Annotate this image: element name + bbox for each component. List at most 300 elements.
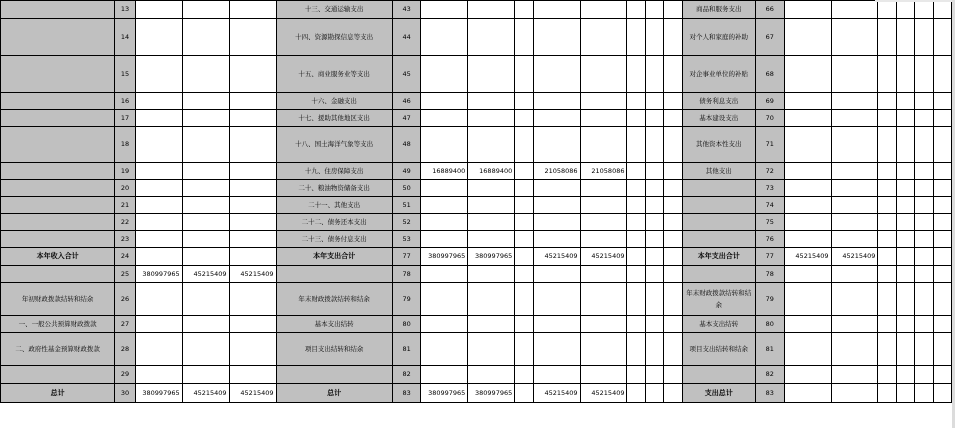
blank-cell[interactable]	[933, 56, 951, 93]
income-amount-cell[interactable]	[182, 366, 229, 384]
income-amount-cell[interactable]	[135, 93, 182, 110]
expenditure-line-no-cell[interactable]: 77	[392, 248, 421, 266]
blank-cell[interactable]	[878, 197, 896, 214]
income-amount-cell[interactable]	[229, 214, 276, 231]
economic-class-cell[interactable]	[682, 197, 755, 214]
blank-cell[interactable]	[896, 163, 914, 180]
economic-amount-cell[interactable]	[831, 163, 878, 180]
blank-cell[interactable]	[933, 127, 951, 163]
blank-cell[interactable]	[627, 127, 645, 163]
income-item-cell[interactable]: 本年收入合计	[1, 248, 115, 266]
blank-cell[interactable]	[915, 316, 933, 333]
income-amount-cell[interactable]	[135, 19, 182, 56]
income-line-no-cell[interactable]: 25	[115, 266, 135, 283]
economic-amount-cell[interactable]	[831, 231, 878, 248]
economic-line-no-cell[interactable]: 68	[756, 56, 785, 93]
economic-class-cell[interactable]: 项目支出结转和结余	[682, 333, 755, 366]
expenditure-amount-cell[interactable]	[515, 248, 533, 266]
expenditure-amount-cell[interactable]	[533, 197, 580, 214]
blank-cell[interactable]	[896, 93, 914, 110]
expenditure-function-cell[interactable]: 十七、援助其他地区支出	[276, 110, 392, 127]
blank-cell[interactable]	[896, 384, 914, 403]
expenditure-line-no-cell[interactable]: 52	[392, 214, 421, 231]
expenditure-amount-cell[interactable]	[533, 333, 580, 366]
economic-class-cell[interactable]: 其他支出	[682, 163, 755, 180]
income-amount-cell[interactable]	[229, 180, 276, 197]
blank-cell[interactable]	[627, 19, 645, 56]
economic-amount-cell[interactable]	[784, 197, 831, 214]
expenditure-amount-cell[interactable]	[533, 266, 580, 283]
blank-cell[interactable]	[915, 127, 933, 163]
income-amount-cell[interactable]: 380997965	[135, 266, 182, 283]
blank-cell[interactable]	[645, 333, 663, 366]
expenditure-line-no-cell[interactable]: 53	[392, 231, 421, 248]
blank-cell[interactable]	[933, 248, 951, 266]
expenditure-amount-cell[interactable]: 380997965	[421, 384, 468, 403]
expenditure-amount-cell[interactable]	[533, 283, 580, 316]
economic-amount-cell[interactable]	[784, 163, 831, 180]
income-amount-cell[interactable]	[182, 110, 229, 127]
expenditure-line-no-cell[interactable]: 47	[392, 110, 421, 127]
income-amount-cell[interactable]	[135, 214, 182, 231]
expenditure-amount-cell[interactable]: 45215409	[580, 384, 627, 403]
economic-amount-cell[interactable]	[784, 266, 831, 283]
blank-cell[interactable]	[627, 266, 645, 283]
income-amount-cell[interactable]	[229, 56, 276, 93]
blank-cell[interactable]	[915, 56, 933, 93]
economic-line-no-cell[interactable]: 81	[756, 333, 785, 366]
blank-cell[interactable]	[878, 366, 896, 384]
expenditure-amount-cell[interactable]	[468, 333, 515, 366]
expenditure-amount-cell[interactable]: 45215409	[533, 248, 580, 266]
expenditure-amount-cell[interactable]	[533, 214, 580, 231]
income-line-no-cell[interactable]: 14	[115, 19, 135, 56]
expenditure-amount-cell[interactable]	[421, 197, 468, 214]
income-amount-cell[interactable]	[229, 163, 276, 180]
expenditure-amount-cell[interactable]	[533, 127, 580, 163]
blank-cell[interactable]	[645, 248, 663, 266]
expenditure-amount-cell[interactable]	[468, 231, 515, 248]
economic-line-no-cell[interactable]: 75	[756, 214, 785, 231]
expenditure-amount-cell[interactable]	[468, 366, 515, 384]
expenditure-function-cell[interactable]: 总计	[276, 384, 392, 403]
income-amount-cell[interactable]	[182, 56, 229, 93]
expenditure-amount-cell[interactable]	[515, 231, 533, 248]
blank-cell[interactable]	[933, 231, 951, 248]
expenditure-amount-cell[interactable]	[580, 56, 627, 93]
blank-cell[interactable]	[878, 19, 896, 56]
blank-cell[interactable]	[933, 266, 951, 283]
blank-cell[interactable]	[915, 333, 933, 366]
expenditure-amount-cell[interactable]	[580, 197, 627, 214]
blank-cell[interactable]	[645, 316, 663, 333]
expenditure-line-no-cell[interactable]: 48	[392, 127, 421, 163]
blank-cell[interactable]	[933, 180, 951, 197]
blank-cell[interactable]	[664, 163, 682, 180]
income-item-cell[interactable]	[1, 366, 115, 384]
economic-class-cell[interactable]: 其他资本性支出	[682, 127, 755, 163]
blank-cell[interactable]	[896, 110, 914, 127]
economic-line-no-cell[interactable]: 67	[756, 19, 785, 56]
blank-cell[interactable]	[915, 110, 933, 127]
expenditure-amount-cell[interactable]	[533, 19, 580, 56]
income-item-cell[interactable]	[1, 197, 115, 214]
economic-amount-cell[interactable]	[784, 283, 831, 316]
economic-amount-cell[interactable]	[831, 110, 878, 127]
expenditure-amount-cell[interactable]	[533, 316, 580, 333]
blank-cell[interactable]	[933, 163, 951, 180]
income-item-cell[interactable]	[1, 93, 115, 110]
expenditure-amount-cell[interactable]	[421, 180, 468, 197]
blank-cell[interactable]	[645, 93, 663, 110]
expenditure-function-cell[interactable]: 本年支出合计	[276, 248, 392, 266]
expenditure-line-no-cell[interactable]: 81	[392, 333, 421, 366]
income-amount-cell[interactable]	[182, 231, 229, 248]
economic-amount-cell[interactable]	[784, 1, 831, 19]
expenditure-amount-cell[interactable]	[468, 127, 515, 163]
blank-cell[interactable]	[933, 283, 951, 316]
expenditure-function-cell[interactable]: 十五、商业服务业等支出	[276, 56, 392, 93]
economic-class-cell[interactable]: 对个人和家庭的补助	[682, 19, 755, 56]
expenditure-amount-cell[interactable]	[580, 283, 627, 316]
blank-cell[interactable]	[896, 180, 914, 197]
expenditure-line-no-cell[interactable]: 50	[392, 180, 421, 197]
income-amount-cell[interactable]	[182, 333, 229, 366]
income-line-no-cell[interactable]: 22	[115, 214, 135, 231]
income-line-no-cell[interactable]: 15	[115, 56, 135, 93]
economic-amount-cell[interactable]	[831, 56, 878, 93]
blank-cell[interactable]	[664, 19, 682, 56]
economic-amount-cell[interactable]	[784, 56, 831, 93]
income-amount-cell[interactable]	[229, 1, 276, 19]
blank-cell[interactable]	[645, 56, 663, 93]
expenditure-amount-cell[interactable]	[468, 180, 515, 197]
blank-cell[interactable]	[933, 333, 951, 366]
blank-cell[interactable]	[664, 93, 682, 110]
expenditure-amount-cell[interactable]	[580, 110, 627, 127]
income-amount-cell[interactable]	[135, 366, 182, 384]
expenditure-amount-cell[interactable]	[421, 110, 468, 127]
income-amount-cell[interactable]: 45215409	[182, 266, 229, 283]
expenditure-line-no-cell[interactable]: 78	[392, 266, 421, 283]
income-amount-cell[interactable]	[182, 248, 229, 266]
blank-cell[interactable]	[664, 384, 682, 403]
expenditure-amount-cell[interactable]: 380997965	[468, 248, 515, 266]
income-amount-cell[interactable]	[135, 127, 182, 163]
income-item-cell[interactable]: 二、政府性基金预算财政拨款	[1, 333, 115, 366]
expenditure-function-cell[interactable]: 二十二、债务还本支出	[276, 214, 392, 231]
economic-line-no-cell[interactable]: 69	[756, 93, 785, 110]
income-amount-cell[interactable]	[135, 197, 182, 214]
income-item-cell[interactable]	[1, 266, 115, 283]
economic-amount-cell[interactable]	[784, 180, 831, 197]
blank-cell[interactable]	[627, 366, 645, 384]
economic-amount-cell[interactable]	[831, 93, 878, 110]
expenditure-amount-cell[interactable]: 16889400	[421, 163, 468, 180]
blank-cell[interactable]	[664, 180, 682, 197]
blank-cell[interactable]	[896, 333, 914, 366]
blank-cell[interactable]	[627, 283, 645, 316]
expenditure-amount-cell[interactable]	[515, 266, 533, 283]
economic-class-cell[interactable]: 本年支出合计	[682, 248, 755, 266]
economic-amount-cell[interactable]	[831, 283, 878, 316]
income-item-cell[interactable]	[1, 56, 115, 93]
blank-cell[interactable]	[627, 384, 645, 403]
blank-cell[interactable]	[645, 197, 663, 214]
income-amount-cell[interactable]	[135, 1, 182, 19]
income-amount-cell[interactable]: 45215409	[229, 384, 276, 403]
expenditure-amount-cell[interactable]	[515, 19, 533, 56]
blank-cell[interactable]	[645, 266, 663, 283]
expenditure-amount-cell[interactable]	[580, 19, 627, 56]
expenditure-line-no-cell[interactable]: 46	[392, 93, 421, 110]
income-amount-cell[interactable]	[135, 56, 182, 93]
expenditure-function-cell[interactable]: 十八、国土海洋气象等支出	[276, 127, 392, 163]
expenditure-amount-cell[interactable]	[580, 316, 627, 333]
expenditure-amount-cell[interactable]	[580, 180, 627, 197]
expenditure-line-no-cell[interactable]: 45	[392, 56, 421, 93]
expenditure-line-no-cell[interactable]: 79	[392, 283, 421, 316]
income-line-no-cell[interactable]: 27	[115, 316, 135, 333]
expenditure-amount-cell[interactable]	[533, 180, 580, 197]
income-amount-cell[interactable]	[135, 110, 182, 127]
economic-amount-cell[interactable]	[831, 384, 878, 403]
blank-cell[interactable]	[878, 214, 896, 231]
blank-cell[interactable]	[645, 110, 663, 127]
expenditure-line-no-cell[interactable]: 44	[392, 19, 421, 56]
income-line-no-cell[interactable]: 23	[115, 231, 135, 248]
expenditure-amount-cell[interactable]	[580, 366, 627, 384]
income-item-cell[interactable]	[1, 127, 115, 163]
economic-line-no-cell[interactable]: 70	[756, 110, 785, 127]
economic-line-no-cell[interactable]: 78	[756, 266, 785, 283]
expenditure-line-no-cell[interactable]: 80	[392, 316, 421, 333]
economic-amount-cell[interactable]	[784, 127, 831, 163]
blank-cell[interactable]	[896, 56, 914, 93]
expenditure-amount-cell[interactable]	[515, 384, 533, 403]
expenditure-amount-cell[interactable]	[515, 366, 533, 384]
income-amount-cell[interactable]	[182, 93, 229, 110]
income-item-cell[interactable]: 年初财政拨款结转和结余	[1, 283, 115, 316]
expenditure-amount-cell[interactable]	[580, 266, 627, 283]
blank-cell[interactable]	[915, 19, 933, 56]
blank-cell[interactable]	[896, 283, 914, 316]
income-amount-cell[interactable]	[182, 127, 229, 163]
blank-cell[interactable]	[878, 316, 896, 333]
blank-cell[interactable]	[645, 180, 663, 197]
blank-cell[interactable]	[627, 163, 645, 180]
economic-amount-cell[interactable]	[831, 197, 878, 214]
blank-cell[interactable]	[627, 214, 645, 231]
economic-amount-cell[interactable]	[784, 384, 831, 403]
blank-cell[interactable]	[878, 127, 896, 163]
expenditure-amount-cell[interactable]	[421, 93, 468, 110]
expenditure-amount-cell[interactable]	[533, 1, 580, 19]
expenditure-amount-cell[interactable]: 21058086	[533, 163, 580, 180]
blank-cell[interactable]	[933, 110, 951, 127]
expenditure-function-cell[interactable]: 二十三、债务付息支出	[276, 231, 392, 248]
income-amount-cell[interactable]	[229, 93, 276, 110]
blank-cell[interactable]	[645, 384, 663, 403]
expenditure-function-cell[interactable]: 十六、金融支出	[276, 93, 392, 110]
expenditure-amount-cell[interactable]	[515, 333, 533, 366]
blank-cell[interactable]	[933, 19, 951, 56]
income-item-cell[interactable]	[1, 180, 115, 197]
expenditure-amount-cell[interactable]	[515, 127, 533, 163]
blank-cell[interactable]	[878, 1, 896, 19]
economic-line-no-cell[interactable]: 71	[756, 127, 785, 163]
income-line-no-cell[interactable]: 17	[115, 110, 135, 127]
blank-cell[interactable]	[627, 333, 645, 366]
economic-line-no-cell[interactable]: 76	[756, 231, 785, 248]
expenditure-line-no-cell[interactable]: 51	[392, 197, 421, 214]
income-amount-cell[interactable]	[229, 316, 276, 333]
income-amount-cell[interactable]	[229, 110, 276, 127]
expenditure-amount-cell[interactable]	[515, 110, 533, 127]
blank-cell[interactable]	[664, 366, 682, 384]
blank-cell[interactable]	[627, 248, 645, 266]
expenditure-amount-cell[interactable]: 380997965	[421, 248, 468, 266]
blank-cell[interactable]	[915, 1, 933, 19]
expenditure-amount-cell[interactable]	[421, 231, 468, 248]
economic-amount-cell[interactable]	[831, 266, 878, 283]
blank-cell[interactable]	[896, 214, 914, 231]
expenditure-amount-cell[interactable]	[421, 316, 468, 333]
economic-amount-cell[interactable]: 45215409	[831, 248, 878, 266]
blank-cell[interactable]	[896, 248, 914, 266]
blank-cell[interactable]	[627, 1, 645, 19]
expenditure-amount-cell[interactable]	[421, 333, 468, 366]
blank-cell[interactable]	[915, 266, 933, 283]
expenditure-amount-cell[interactable]	[515, 163, 533, 180]
income-amount-cell[interactable]	[229, 333, 276, 366]
income-item-cell[interactable]	[1, 110, 115, 127]
economic-amount-cell[interactable]	[784, 366, 831, 384]
blank-cell[interactable]	[915, 93, 933, 110]
blank-cell[interactable]	[878, 163, 896, 180]
blank-cell[interactable]	[627, 180, 645, 197]
blank-cell[interactable]	[933, 197, 951, 214]
income-amount-cell[interactable]	[182, 197, 229, 214]
expenditure-amount-cell[interactable]	[421, 19, 468, 56]
income-line-no-cell[interactable]: 26	[115, 283, 135, 316]
expenditure-amount-cell[interactable]	[421, 56, 468, 93]
blank-cell[interactable]	[915, 248, 933, 266]
blank-cell[interactable]	[933, 316, 951, 333]
expenditure-amount-cell[interactable]	[580, 214, 627, 231]
blank-cell[interactable]	[896, 316, 914, 333]
economic-amount-cell[interactable]: 45215409	[784, 248, 831, 266]
income-amount-cell[interactable]	[229, 248, 276, 266]
income-line-no-cell[interactable]: 24	[115, 248, 135, 266]
expenditure-function-cell[interactable]	[276, 366, 392, 384]
economic-amount-cell[interactable]	[784, 333, 831, 366]
blank-cell[interactable]	[878, 283, 896, 316]
expenditure-amount-cell[interactable]	[468, 19, 515, 56]
income-amount-cell[interactable]	[182, 180, 229, 197]
expenditure-amount-cell[interactable]	[515, 316, 533, 333]
expenditure-amount-cell[interactable]	[468, 93, 515, 110]
economic-class-cell[interactable]	[682, 266, 755, 283]
economic-class-cell[interactable]: 商品和服务支出	[682, 1, 755, 19]
blank-cell[interactable]	[627, 316, 645, 333]
economic-class-cell[interactable]	[682, 366, 755, 384]
expenditure-amount-cell[interactable]	[515, 1, 533, 19]
blank-cell[interactable]	[664, 197, 682, 214]
economic-amount-cell[interactable]	[831, 180, 878, 197]
expenditure-line-no-cell[interactable]: 82	[392, 366, 421, 384]
income-amount-cell[interactable]	[182, 19, 229, 56]
blank-cell[interactable]	[915, 163, 933, 180]
expenditure-line-no-cell[interactable]: 43	[392, 1, 421, 19]
expenditure-amount-cell[interactable]	[515, 214, 533, 231]
economic-class-cell[interactable]: 基本支出结转	[682, 316, 755, 333]
income-amount-cell[interactable]	[182, 163, 229, 180]
income-amount-cell[interactable]	[229, 366, 276, 384]
economic-amount-cell[interactable]	[831, 1, 878, 19]
expenditure-amount-cell[interactable]	[533, 93, 580, 110]
income-amount-cell[interactable]	[229, 283, 276, 316]
blank-cell[interactable]	[878, 110, 896, 127]
blank-cell[interactable]	[915, 214, 933, 231]
economic-amount-cell[interactable]	[784, 93, 831, 110]
blank-cell[interactable]	[896, 197, 914, 214]
expenditure-amount-cell[interactable]	[580, 93, 627, 110]
economic-class-cell[interactable]	[682, 231, 755, 248]
blank-cell[interactable]	[664, 1, 682, 19]
expenditure-function-cell[interactable]: 十四、资源勘探信息等支出	[276, 19, 392, 56]
income-amount-cell[interactable]	[182, 316, 229, 333]
blank-cell[interactable]	[627, 56, 645, 93]
expenditure-line-no-cell[interactable]: 49	[392, 163, 421, 180]
income-amount-cell[interactable]	[135, 248, 182, 266]
income-amount-cell[interactable]	[135, 316, 182, 333]
expenditure-amount-cell[interactable]: 21058086	[580, 163, 627, 180]
economic-class-cell[interactable]: 支出总计	[682, 384, 755, 403]
income-amount-cell[interactable]	[182, 1, 229, 19]
blank-cell[interactable]	[645, 19, 663, 56]
expenditure-amount-cell[interactable]	[515, 283, 533, 316]
blank-cell[interactable]	[896, 1, 914, 19]
blank-cell[interactable]	[933, 1, 951, 19]
income-line-no-cell[interactable]: 28	[115, 333, 135, 366]
expenditure-amount-cell[interactable]	[580, 127, 627, 163]
income-line-no-cell[interactable]: 16	[115, 93, 135, 110]
blank-cell[interactable]	[933, 214, 951, 231]
income-amount-cell[interactable]: 380997965	[135, 384, 182, 403]
economic-class-cell[interactable]: 对企事业单位的补贴	[682, 56, 755, 93]
income-amount-cell[interactable]: 45215409	[182, 384, 229, 403]
blank-cell[interactable]	[645, 214, 663, 231]
expenditure-amount-cell[interactable]	[533, 110, 580, 127]
income-line-no-cell[interactable]: 30	[115, 384, 135, 403]
income-amount-cell[interactable]	[135, 231, 182, 248]
blank-cell[interactable]	[645, 231, 663, 248]
income-amount-cell[interactable]	[182, 214, 229, 231]
economic-class-cell[interactable]	[682, 214, 755, 231]
economic-amount-cell[interactable]	[784, 19, 831, 56]
blank-cell[interactable]	[664, 127, 682, 163]
blank-cell[interactable]	[933, 366, 951, 384]
expenditure-amount-cell[interactable]: 45215409	[533, 384, 580, 403]
blank-cell[interactable]	[896, 19, 914, 56]
income-line-no-cell[interactable]: 19	[115, 163, 135, 180]
blank-cell[interactable]	[878, 231, 896, 248]
economic-amount-cell[interactable]	[831, 19, 878, 56]
blank-cell[interactable]	[933, 384, 951, 403]
expenditure-function-cell[interactable]: 二十一、其他支出	[276, 197, 392, 214]
economic-class-cell[interactable]	[682, 180, 755, 197]
